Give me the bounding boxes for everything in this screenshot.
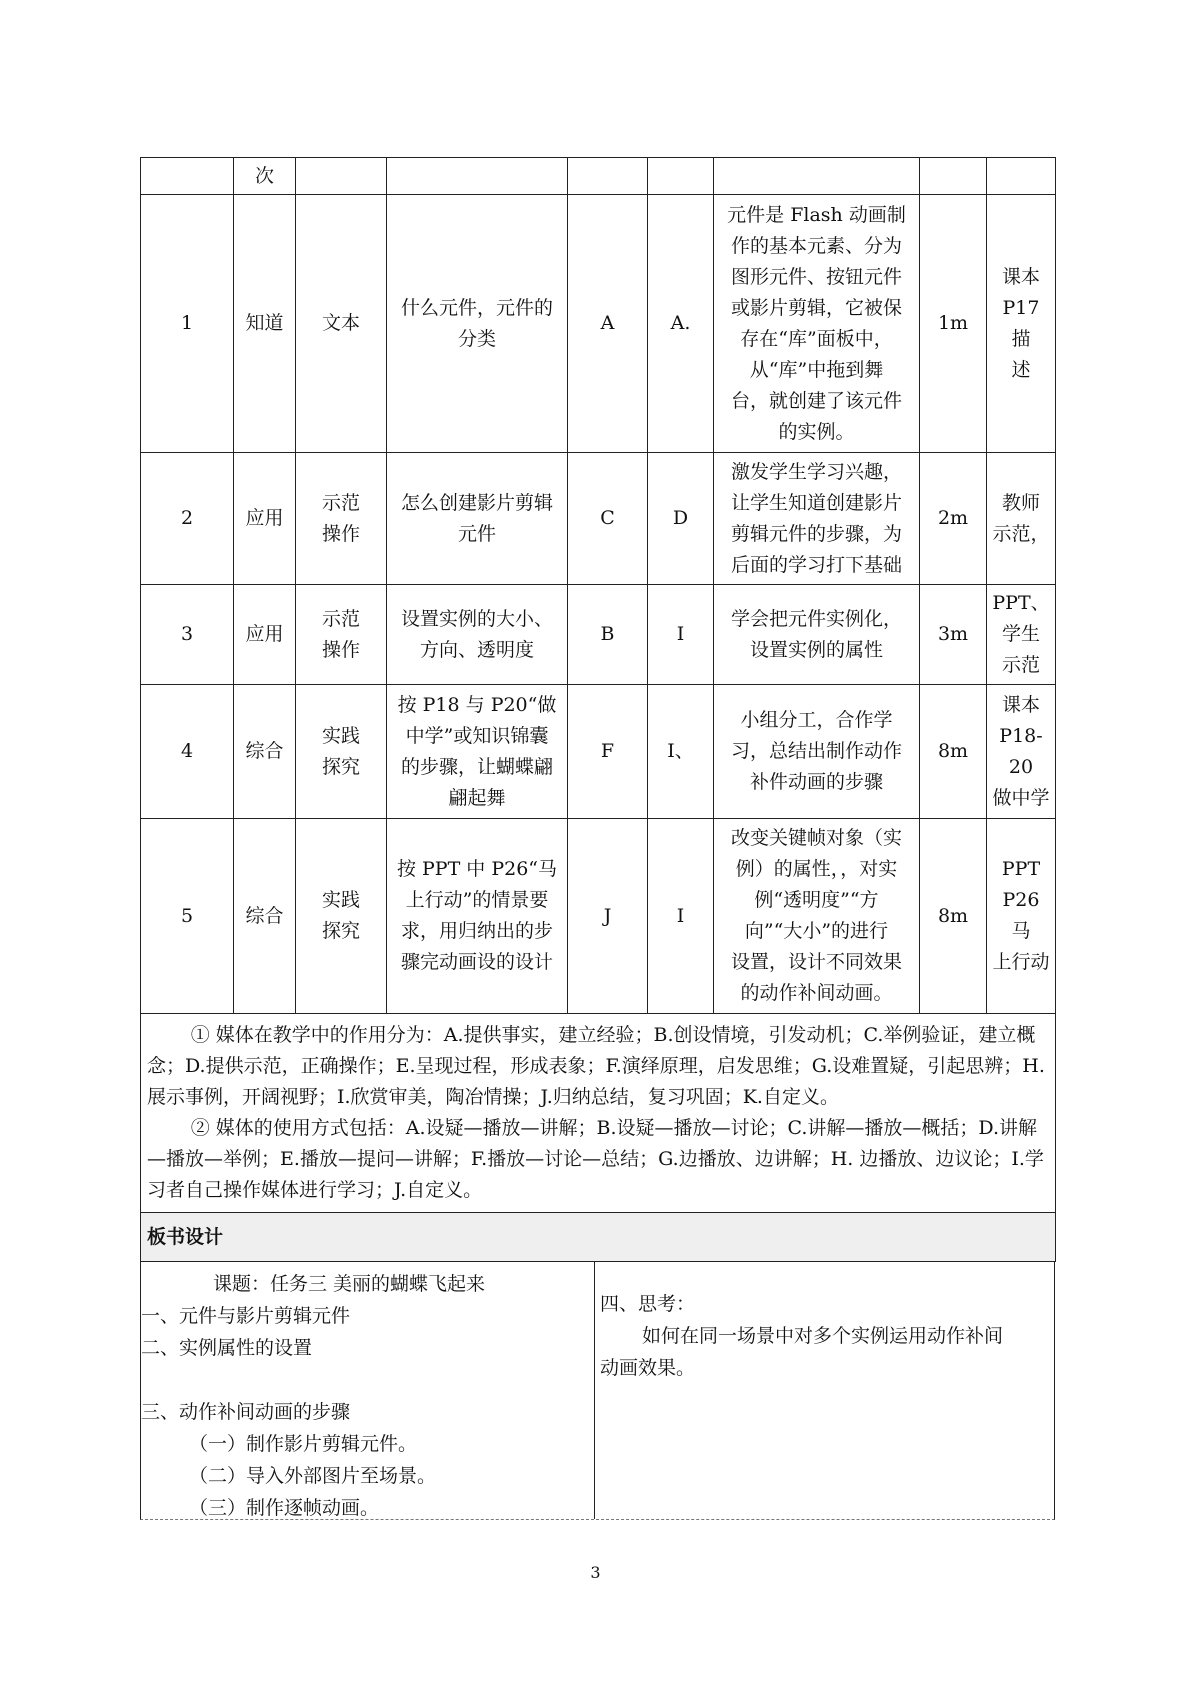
media-role: A — [568, 195, 648, 453]
media-usage: I — [648, 585, 714, 685]
header-fragment: 次 — [234, 158, 296, 195]
effect-description: 改变关键帧对象（实 例）的属性，，对实 例“透明度”“方 向”“大小”的进行 设置，设计不同效果 的动作补间动画。 — [714, 819, 920, 1014]
table-row — [141, 453, 1056, 585]
board-item: 一、元件与影片剪辑元件 — [141, 1305, 351, 1327]
media-role: F — [568, 685, 648, 819]
media-role: C — [568, 453, 648, 585]
board-item: 三、动作补间动画的步骤 — [141, 1401, 351, 1423]
media-role: B — [568, 585, 648, 685]
media-role: J — [568, 819, 648, 1014]
media-source: 教师 示范， — [987, 453, 1056, 585]
table-row — [141, 195, 1056, 453]
table-header-row — [141, 158, 1056, 195]
thinking-title: 四、思考： — [600, 1293, 696, 1315]
note-media-roles: ① 媒体在教学中的作用分为：A.提供事实，建立经验；B.创设情境，引发动机；C.举例验证，建立概念；D.提供示范，正确操作；E.呈现过程，形成表象；F.演绎原理，启发思维；G.设难置疑，引起思辨；H.展示事例，开阔视野；I.欣赏审美，陶冶情操；J.归纳总结，复习巩固；K.自定义。 — [147, 1024, 1045, 1108]
note-media-usage: ② 媒体的使用方式包括：A.设疑—播放—讲解；B.设疑—播放—讨论；C.讲解—播放—概括；D.讲解—播放—举例；E.播放—提问—讲解；F.播放—讨论—总结；G.边播放、边讲解；H. 边播放、边议论；I.学习者自己操作媒体进行学习；J.自定义。 — [147, 1117, 1044, 1201]
board-design — [140, 1262, 1055, 1520]
knowledge-level: 综合 — [234, 819, 296, 1014]
board-item: 二、实例属性的设置 — [141, 1337, 313, 1359]
row-number: 2 — [141, 453, 234, 585]
time-spent: 1m — [920, 195, 987, 453]
row-number: 5 — [141, 819, 234, 1014]
board-thinking — [595, 1262, 1054, 1519]
thinking-text: 如何在同一场景中对多个实例运用动作补间 — [642, 1325, 1004, 1347]
effect-description: 元件是 Flash 动画制 作的基本元素、分为 图形元件、按钮元件 或影片剪辑，它被保 存在“库”面板中， 从“库”中拖到舞 台，就创建了该元件 的实例。 — [714, 195, 920, 453]
media-content: 怎么创建影片剪辑 元件 — [387, 453, 568, 585]
media-content: 按 P18 与 P20“做 中学”或知识锦囊 的步骤，让蝴蝶翩 翩起舞 — [387, 685, 568, 819]
knowledge-level: 应用 — [234, 453, 296, 585]
effect-description: 小组分工，合作学 习，总结出制作动作 补件动画的步骤 — [714, 685, 920, 819]
media-content: 什么元件，元件的 分类 — [387, 195, 568, 453]
media-usage: D — [648, 453, 714, 585]
media-content: 设置实例的大小、 方向、透明度 — [387, 585, 568, 685]
table-row — [141, 585, 1056, 685]
time-spent: 8m — [920, 685, 987, 819]
notes-row — [141, 1014, 1056, 1213]
media-usage: A. — [648, 195, 714, 453]
media-usage-table — [140, 157, 1056, 1262]
time-spent: 3m — [920, 585, 987, 685]
document-page — [140, 157, 1055, 1520]
board-subitem: （二）导入外部图片至场景。 — [189, 1465, 437, 1487]
row-number: 1 — [141, 195, 234, 453]
media-type: 实践 探究 — [296, 685, 387, 819]
media-source: 课本 P17 描 述 — [987, 195, 1056, 453]
time-spent: 8m — [920, 819, 987, 1014]
media-source: PPT、 学生 示范 — [987, 585, 1056, 685]
knowledge-level: 应用 — [234, 585, 296, 685]
knowledge-level: 知道 — [234, 195, 296, 453]
media-notes — [141, 1014, 1056, 1213]
page-number: 3 — [590, 1563, 601, 1582]
media-type: 示范 操作 — [296, 585, 387, 685]
media-type: 文本 — [296, 195, 387, 453]
row-number: 4 — [141, 685, 234, 819]
media-type: 实践 探究 — [296, 819, 387, 1014]
media-usage: I — [648, 819, 714, 1014]
media-content: 按 PPT 中 P26“马 上行动”的情景要 求，用归纳出的步 骤完动画设的设计 — [387, 819, 568, 1014]
effect-description: 学会把元件实例化， 设置实例的属性 — [714, 585, 920, 685]
media-type: 示范 操作 — [296, 453, 387, 585]
board-outline — [141, 1262, 595, 1519]
media-source: 课本 P18-20 做中学 — [987, 685, 1056, 819]
section-row — [141, 1213, 1056, 1262]
media-usage: I、 — [648, 685, 714, 819]
board-subitem: （一）制作影片剪辑元件。 — [189, 1433, 418, 1455]
board-subitem: （三）制作逐帧动画。 — [189, 1497, 380, 1519]
section-title: 板书设计 — [141, 1213, 1056, 1262]
time-spent: 2m — [920, 453, 987, 585]
media-source: PPT P26 马 上行动 — [987, 819, 1056, 1014]
row-number: 3 — [141, 585, 234, 685]
board-topic: 课题：任务三 美丽的蝴蝶飞起来 — [213, 1273, 486, 1295]
thinking-text: 动画效果。 — [600, 1357, 696, 1379]
table-row — [141, 819, 1056, 1014]
table-row — [141, 685, 1056, 819]
knowledge-level: 综合 — [234, 685, 296, 819]
effect-description: 激发学生学习兴趣， 让学生知道创建影片 剪辑元件的步骤，为 后面的学习打下基础 — [714, 453, 920, 585]
